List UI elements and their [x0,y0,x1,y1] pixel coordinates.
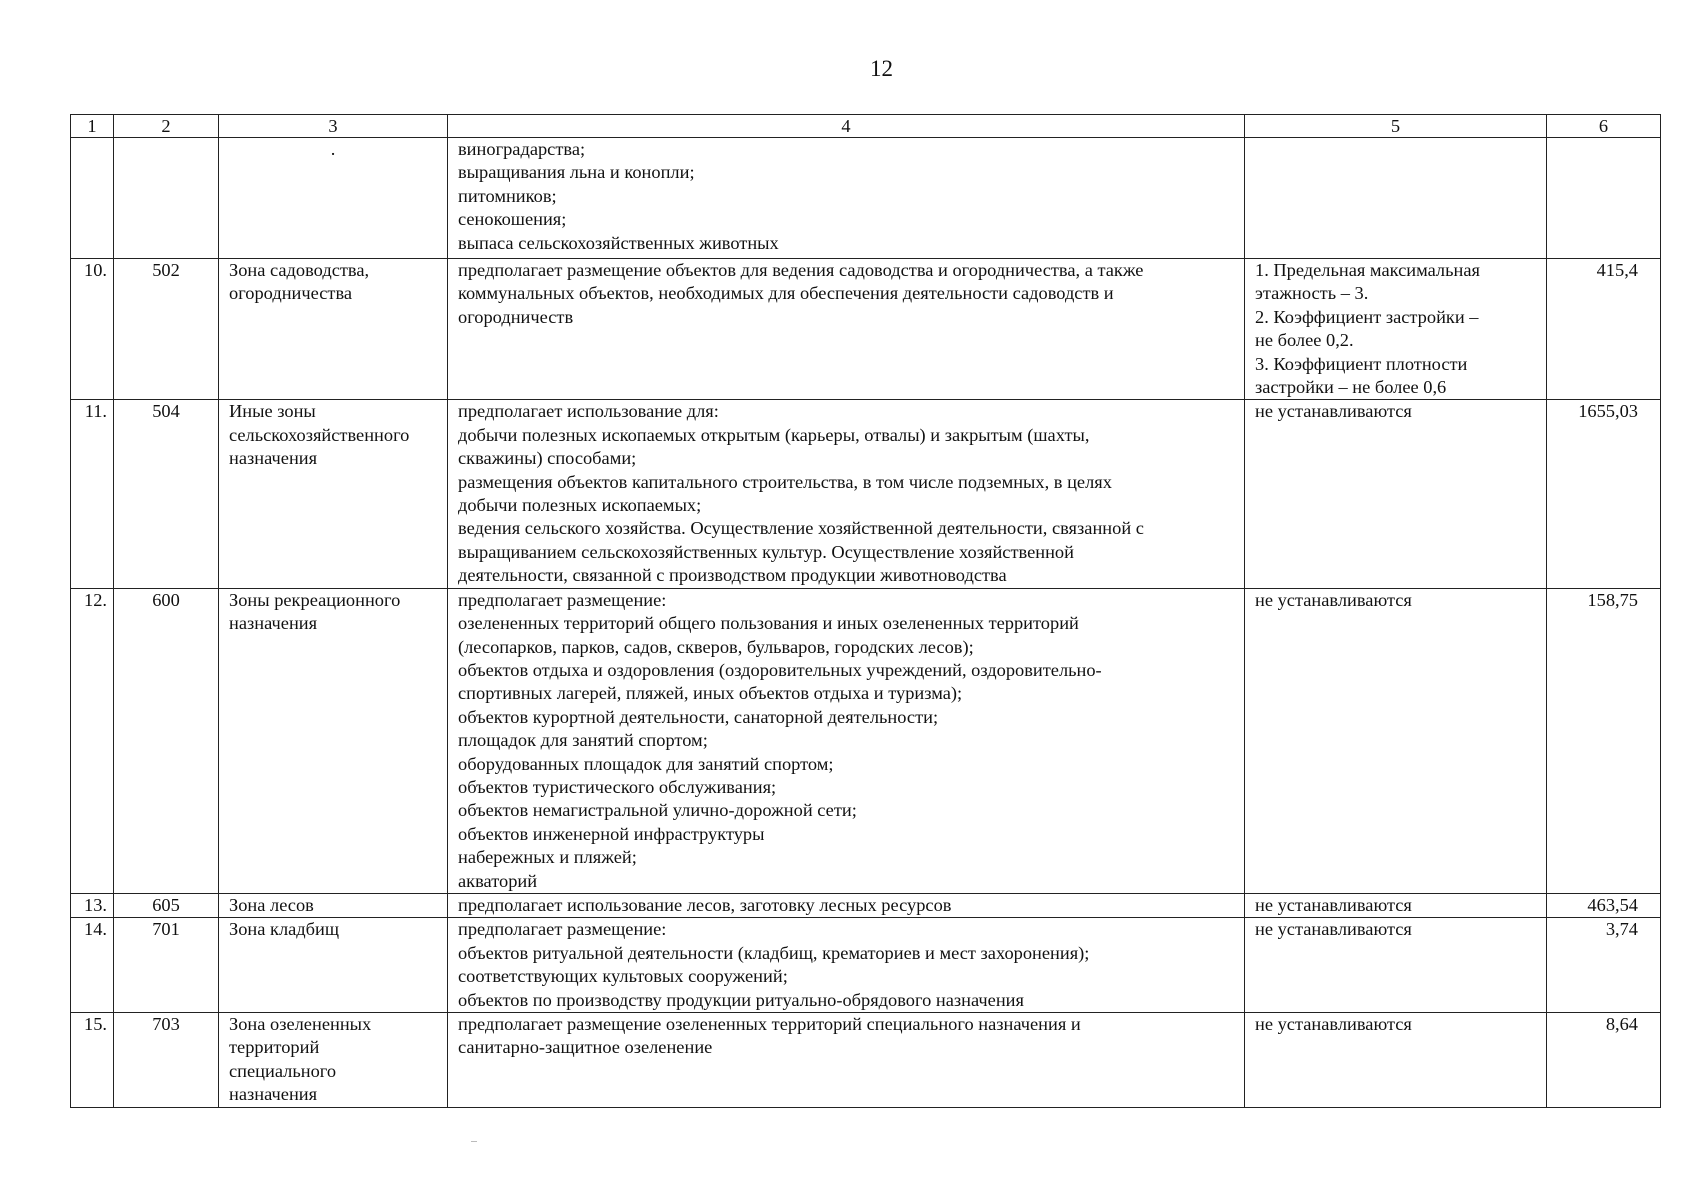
zone-name-line: специального [229,1060,337,1081]
zone-name-cell [219,918,448,1013]
column-number-6: 6 [1547,115,1661,138]
zone-name-line: территорий [229,1037,320,1058]
zone-name-line: назначения [229,1084,318,1105]
stray-dot-mark: . [330,139,336,159]
parameter-line: не устанавливаются [1255,919,1412,940]
row-number-cell: 13. [71,893,114,917]
parameter-line: не устанавливаются [1255,894,1412,915]
description-line: добычи полезных ископаемых открытым (карьеры, отвалы) и закрытым (шахты, [458,424,1090,445]
table-row [71,918,1661,1013]
zone-name-line: Зона садоводства, [229,260,370,280]
description-line: объектов туристического обслуживания; [458,776,777,797]
description-line: площадок для занятий спортом; [458,730,708,751]
zone-code-cell: 600 [114,588,219,893]
column-number-1: 1 [71,115,114,138]
description-line: предполагает использование лесов, заготовку лесных ресурсов [458,894,952,915]
parameter-line: не устанавливаются [1255,1014,1412,1034]
zone-area-cell: 463,54 [1547,893,1661,917]
description-line: объектов по производству продукции ритуально-обрядового назначения [458,989,1024,1010]
column-number-4: 4 [448,115,1245,138]
continuation-params-cell [1245,138,1547,259]
description-line: выращиванием сельскохозяйственных культур. Осуществление хозяйственной [458,541,1074,562]
zone-name-cell [219,588,448,893]
table-row [71,588,1661,893]
description-line: виноградарства; [458,139,586,159]
zones-table [70,114,1661,1108]
description-line: огородничеств [458,306,574,327]
description-line: объектов инженерной инфраструктуры [458,823,765,844]
row-number-cell: 12. [71,588,114,893]
column-number-2: 2 [114,115,219,138]
zone-description-cell [448,918,1245,1013]
continuation-zone-cell [219,138,448,259]
description-line: предполагает размещение: [458,919,667,940]
parameter-line: застройки – не более 0,6 [1255,377,1447,398]
row-number-cell: 14. [71,918,114,1013]
zone-code-cell: 605 [114,893,219,917]
zone-area-cell: 158,75 [1547,588,1661,893]
building-parameters-cell [1245,588,1547,893]
zone-name-line: назначения [229,613,318,634]
table-row [71,1013,1661,1108]
page-number: 12 [870,56,893,81]
description-line: деятельности, связанной с производством продукции животноводства [458,565,1007,586]
row-number-cell: 10. [71,259,114,400]
description-line: выпаса сельскохозяйственных животных [458,232,779,253]
description-line: соответствующих культовых сооружений; [458,966,788,987]
description-line: набережных и пляжей; [458,847,637,868]
zone-name-line: Зона лесов [229,894,314,915]
parameter-line: 3. Коэффициент плотности [1255,353,1468,374]
building-parameters-cell [1245,893,1547,917]
zone-description-cell [448,893,1245,917]
description-line: объектов немагистральной улично-дорожной сети; [458,800,857,821]
scan-speck [471,1141,477,1142]
continuation-description-cell [448,138,1245,259]
zone-description-cell [448,259,1245,400]
continuation-code-cell [114,138,219,259]
description-line: объектов курортной деятельности, санаторной деятельности; [458,706,939,727]
zone-name-line: огородничества [229,283,353,304]
zone-code-cell: 703 [114,1013,219,1108]
row-number-cell: 11. [71,400,114,588]
zone-area-cell: 3,74 [1547,918,1661,1013]
table-row [71,259,1661,400]
description-line: озелененных территорий общего пользования и иных озелененных территорий [458,613,1079,634]
zone-name-line: Зона кладбищ [229,919,340,940]
parameter-line: не более 0,2. [1255,330,1354,351]
zone-area-cell: 1655,03 [1547,400,1661,588]
column-number-5: 5 [1245,115,1547,138]
description-line: акваторий [458,870,538,891]
description-line: добычи полезных ископаемых; [458,495,702,516]
zone-name-line: сельскохозяйственного [229,424,410,445]
building-parameters-cell [1245,918,1547,1013]
description-line: ведения сельского хозяйства. Осуществление хозяйственной деятельности, связанной с [458,518,1144,539]
building-parameters-cell [1245,1013,1547,1108]
zone-name-cell [219,259,448,400]
description-line: санитарно-защитное озеленение [458,1037,713,1058]
parameter-line: не устанавливаются [1255,589,1412,610]
zone-code-cell: 701 [114,918,219,1013]
zones-table-body [71,115,1661,1108]
description-line: (лесопарков, парков, садов, скверов, бульваров, городских лесов); [458,636,974,657]
zone-name-line: Зона озелененных [229,1014,372,1034]
zone-description-cell [448,400,1245,588]
zone-area-cell: 8,64 [1547,1013,1661,1108]
parameter-line: этажность – 3. [1255,283,1369,304]
zone-name-line: Зоны рекреационного [229,589,401,610]
building-parameters-cell [1245,400,1547,588]
column-number-3: 3 [219,115,448,138]
zone-name-cell [219,400,448,588]
table-row [71,400,1661,588]
description-line: объектов ритуальной деятельности (кладбищ, крематориев и мест захоронения); [458,942,1090,963]
description-line: спортивных лагерей, пляжей, иных объектов отдыха и туризма); [458,683,963,704]
description-line: объектов отдыха и оздоровления (оздоровительных учреждений, оздоровительно- [458,659,1102,680]
zone-name-cell [219,1013,448,1108]
row-number-cell: 15. [71,1013,114,1108]
continuation-area-cell [1547,138,1661,259]
zone-description-cell [448,1013,1245,1108]
column-number-header-row [71,115,1661,138]
zone-code-cell: 504 [114,400,219,588]
continuation-row [71,138,1661,259]
description-line: сенокошения; [458,209,567,230]
description-line: размещения объектов капитального строительства, в том числе подземных, в целях [458,471,1112,492]
zone-description-cell [448,588,1245,893]
zone-code-cell: 502 [114,259,219,400]
table-row [71,893,1661,917]
description-line: предполагает размещение объектов для ведения садоводства и огородничества, а также [458,260,1144,280]
description-line: выращивания льна и конопли; [458,162,695,183]
zone-name-line: Иные зоны [229,401,316,422]
description-line: предполагает размещение: [458,589,667,610]
continuation-num-cell [71,138,114,259]
zone-area-cell: 415,4 [1547,259,1661,400]
description-line: коммунальных объектов, необходимых для обеспечения деятельности садоводств и [458,283,1114,304]
parameter-line: 2. Коэффициент застройки – [1255,306,1479,327]
description-line: скважины) способами; [458,448,637,469]
description-line: предполагает размещение озелененных территорий специального назначения и [458,1014,1081,1034]
parameter-line: 1. Предельная максимальная [1255,260,1480,280]
building-parameters-cell [1245,259,1547,400]
parameter-line: не устанавливаются [1255,401,1412,422]
description-line: предполагает использование для: [458,401,719,422]
description-line: питомников; [458,185,557,206]
description-line: оборудованных площадок для занятий спортом; [458,753,834,774]
zone-name-line: назначения [229,448,318,469]
zone-name-cell [219,893,448,917]
